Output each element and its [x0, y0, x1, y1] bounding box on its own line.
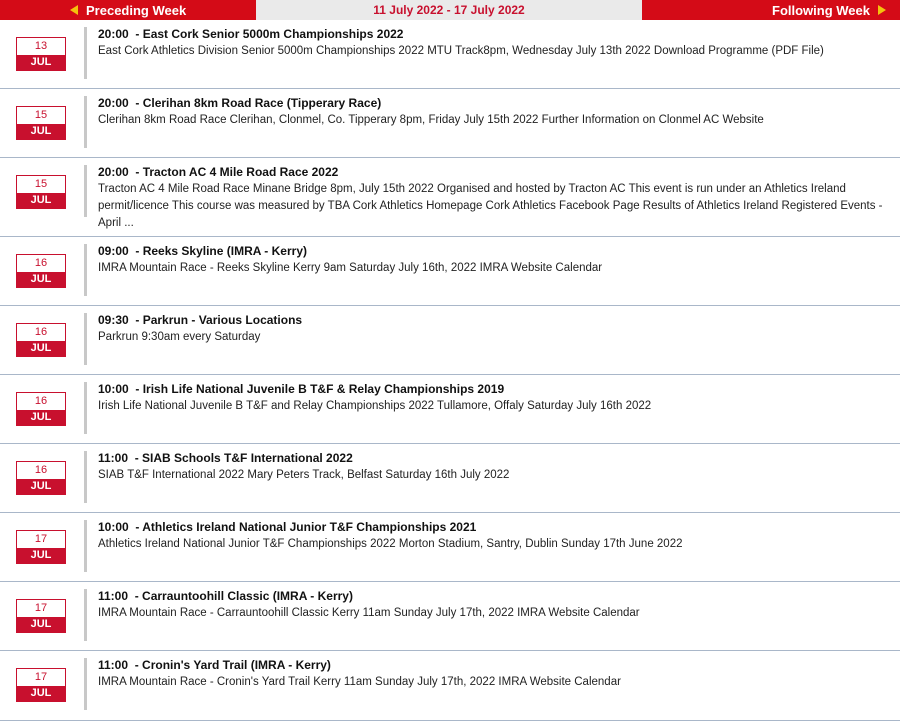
event-date-badge	[16, 323, 66, 357]
event-row[interactable]	[0, 582, 900, 651]
event-row[interactable]	[0, 444, 900, 513]
event-day: 17	[34, 602, 48, 614]
event-name: East Cork Senior 5000m Championships 2022	[142, 27, 404, 41]
event-time: 11:00	[98, 589, 129, 603]
event-day: 16	[34, 257, 48, 269]
event-date-badge	[16, 530, 66, 564]
event-row[interactable]	[0, 375, 900, 444]
event-title[interactable]: 20:00 - Clerihan 8km Road Race (Tipperary Race)	[98, 96, 382, 110]
event-description: IMRA Mountain Race - Reeks Skyline Kerry 9am Saturday July 16th, 2022 IMRA Website Calendar	[98, 262, 603, 274]
event-month: JUL	[17, 479, 65, 494]
event-month: JUL	[17, 617, 65, 632]
row-divider	[84, 589, 87, 641]
event-name: SIAB Schools T&F International 2022	[142, 451, 353, 465]
event-date-badge	[16, 254, 66, 288]
event-month: JUL	[17, 341, 65, 356]
event-month: JUL	[17, 548, 65, 563]
event-name: Carrauntoohill Classic (IMRA - Kerry)	[142, 589, 353, 603]
event-time: 10:00	[98, 382, 129, 396]
event-day: 17	[34, 533, 48, 545]
event-date-badge	[16, 392, 66, 426]
event-day: 13	[34, 40, 48, 52]
event-content	[98, 450, 890, 484]
event-name: Cronin's Yard Trail (IMRA - Kerry)	[142, 658, 331, 672]
preceding-week-button[interactable]	[0, 0, 256, 20]
event-day: 16	[34, 464, 48, 476]
row-divider	[84, 382, 87, 434]
event-day: 15	[34, 178, 48, 190]
event-content	[98, 26, 890, 60]
event-title[interactable]: 10:00 - Athletics Ireland National Junior T&F Championships 2021	[98, 520, 477, 534]
event-row[interactable]	[0, 158, 900, 237]
row-divider	[84, 165, 87, 217]
event-time: 20:00	[98, 27, 129, 41]
event-time: 11:00	[98, 658, 129, 672]
event-title[interactable]: 11:00 - SIAB Schools T&F International 2022	[98, 451, 353, 465]
event-month: JUL	[17, 686, 65, 701]
event-name: Irish Life National Juvenile B T&F & Relay Championships 2019	[142, 382, 505, 396]
event-day: 15	[34, 109, 48, 121]
event-title[interactable]: 20:00 - Tracton AC 4 Mile Road Race 2022	[98, 165, 339, 179]
event-time: 20:00	[98, 96, 129, 110]
event-time: 09:00	[98, 244, 129, 258]
event-month: JUL	[17, 124, 65, 139]
event-title[interactable]: 11:00 - Carrauntoohill Classic (IMRA - Kerry)	[98, 589, 353, 603]
event-description: Tracton AC 4 Mile Road Race Minane Bridge 8pm, July 15th 2022 Organised and hosted by Tracton AC This event is run under an Athletics Ireland permit/licence This course was measured by TBA Cork Athletics Homepage Cork Athletics Facebook Page Results of Athletics Ireland Registered Events - April ...	[98, 183, 883, 229]
event-day: 16	[34, 326, 48, 338]
row-divider	[84, 244, 87, 296]
event-time: 11:00	[98, 451, 129, 465]
arrow-left-icon	[70, 5, 78, 15]
preceding-week-label: Preceding Week	[86, 2, 187, 18]
event-time: 09:30	[98, 313, 129, 327]
row-divider	[84, 313, 87, 365]
event-description: SIAB T&F International 2022 Mary Peters Track, Belfast Saturday 16th July 2022	[98, 469, 510, 481]
event-date-badge	[16, 461, 66, 495]
following-week-button[interactable]	[642, 0, 900, 20]
week-navigation	[0, 0, 900, 20]
event-content	[98, 381, 890, 415]
event-time: 20:00	[98, 165, 129, 179]
event-description: Parkrun 9:30am every Saturday	[98, 331, 261, 343]
event-date-badge	[16, 175, 66, 209]
event-row[interactable]	[0, 89, 900, 158]
event-name: Clerihan 8km Road Race (Tipperary Race)	[142, 96, 382, 110]
event-month: JUL	[17, 272, 65, 287]
event-title[interactable]: 09:00 - Reeks Skyline (IMRA - Kerry)	[98, 244, 307, 258]
event-content	[98, 243, 890, 277]
following-week-label: Following Week	[772, 2, 870, 18]
event-time: 10:00	[98, 520, 129, 534]
row-divider	[84, 451, 87, 503]
event-list	[0, 20, 900, 721]
row-divider	[84, 520, 87, 572]
event-row[interactable]	[0, 237, 900, 306]
event-row[interactable]	[0, 651, 900, 721]
event-content	[98, 519, 890, 553]
event-row[interactable]	[0, 20, 900, 89]
event-content	[98, 588, 890, 622]
event-name: Reeks Skyline (IMRA - Kerry)	[142, 244, 307, 258]
event-description: IMRA Mountain Race - Cronin's Yard Trail Kerry 11am Sunday July 17th, 2022 IMRA Website Calendar	[98, 676, 621, 688]
event-month: JUL	[17, 55, 65, 70]
event-title[interactable]: 10:00 - Irish Life National Juvenile B T&F & Relay Championships 2019	[98, 382, 505, 396]
event-title[interactable]: 11:00 - Cronin's Yard Trail (IMRA - Kerry)	[98, 658, 331, 672]
event-day: 16	[34, 395, 48, 407]
event-title[interactable]: 09:30 - Parkrun - Various Locations	[98, 313, 303, 327]
event-description: East Cork Athletics Division Senior 5000m Championships 2022 MTU Track8pm, Wednesday July 13th 2022 Download Programme (PDF File)	[98, 45, 824, 57]
event-date-badge	[16, 106, 66, 140]
event-date-badge	[16, 37, 66, 71]
event-name: Athletics Ireland National Junior T&F Championships 2021	[142, 520, 477, 534]
event-description: IMRA Mountain Race - Carrauntoohill Classic Kerry 11am Sunday July 17th, 2022 IMRA Website Calendar	[98, 607, 640, 619]
event-row[interactable]	[0, 513, 900, 582]
event-description: Clerihan 8km Road Race Clerihan, Clonmel, Co. Tipperary 8pm, Friday July 15th 2022 Further Information on Clonmel AC Website	[98, 114, 764, 126]
event-date-badge	[16, 599, 66, 633]
week-range: 11 July 2022 - 17 July 2022	[256, 0, 642, 20]
row-divider	[84, 658, 87, 710]
event-content	[98, 95, 890, 129]
event-description: Irish Life National Juvenile B T&F and Relay Championships 2022 Tullamore, Offaly Saturday July 16th 2022	[98, 400, 652, 412]
event-description: Athletics Ireland National Junior T&F Championships 2022 Morton Stadium, Santry, Dublin Sunday 17th June 2022	[98, 538, 683, 550]
event-month: JUL	[17, 193, 65, 208]
arrow-right-icon	[878, 5, 886, 15]
event-content	[98, 657, 890, 691]
event-month: JUL	[17, 410, 65, 425]
event-title[interactable]: 20:00 - East Cork Senior 5000m Championships 2022	[98, 27, 404, 41]
event-content	[98, 312, 890, 346]
event-date-badge	[16, 668, 66, 702]
event-day: 17	[34, 671, 48, 683]
event-content	[98, 164, 890, 232]
event-name: Tracton AC 4 Mile Road Race 2022	[142, 165, 339, 179]
row-divider	[84, 96, 87, 148]
event-name: Parkrun - Various Locations	[142, 313, 303, 327]
row-divider	[84, 27, 87, 79]
event-row[interactable]	[0, 306, 900, 375]
